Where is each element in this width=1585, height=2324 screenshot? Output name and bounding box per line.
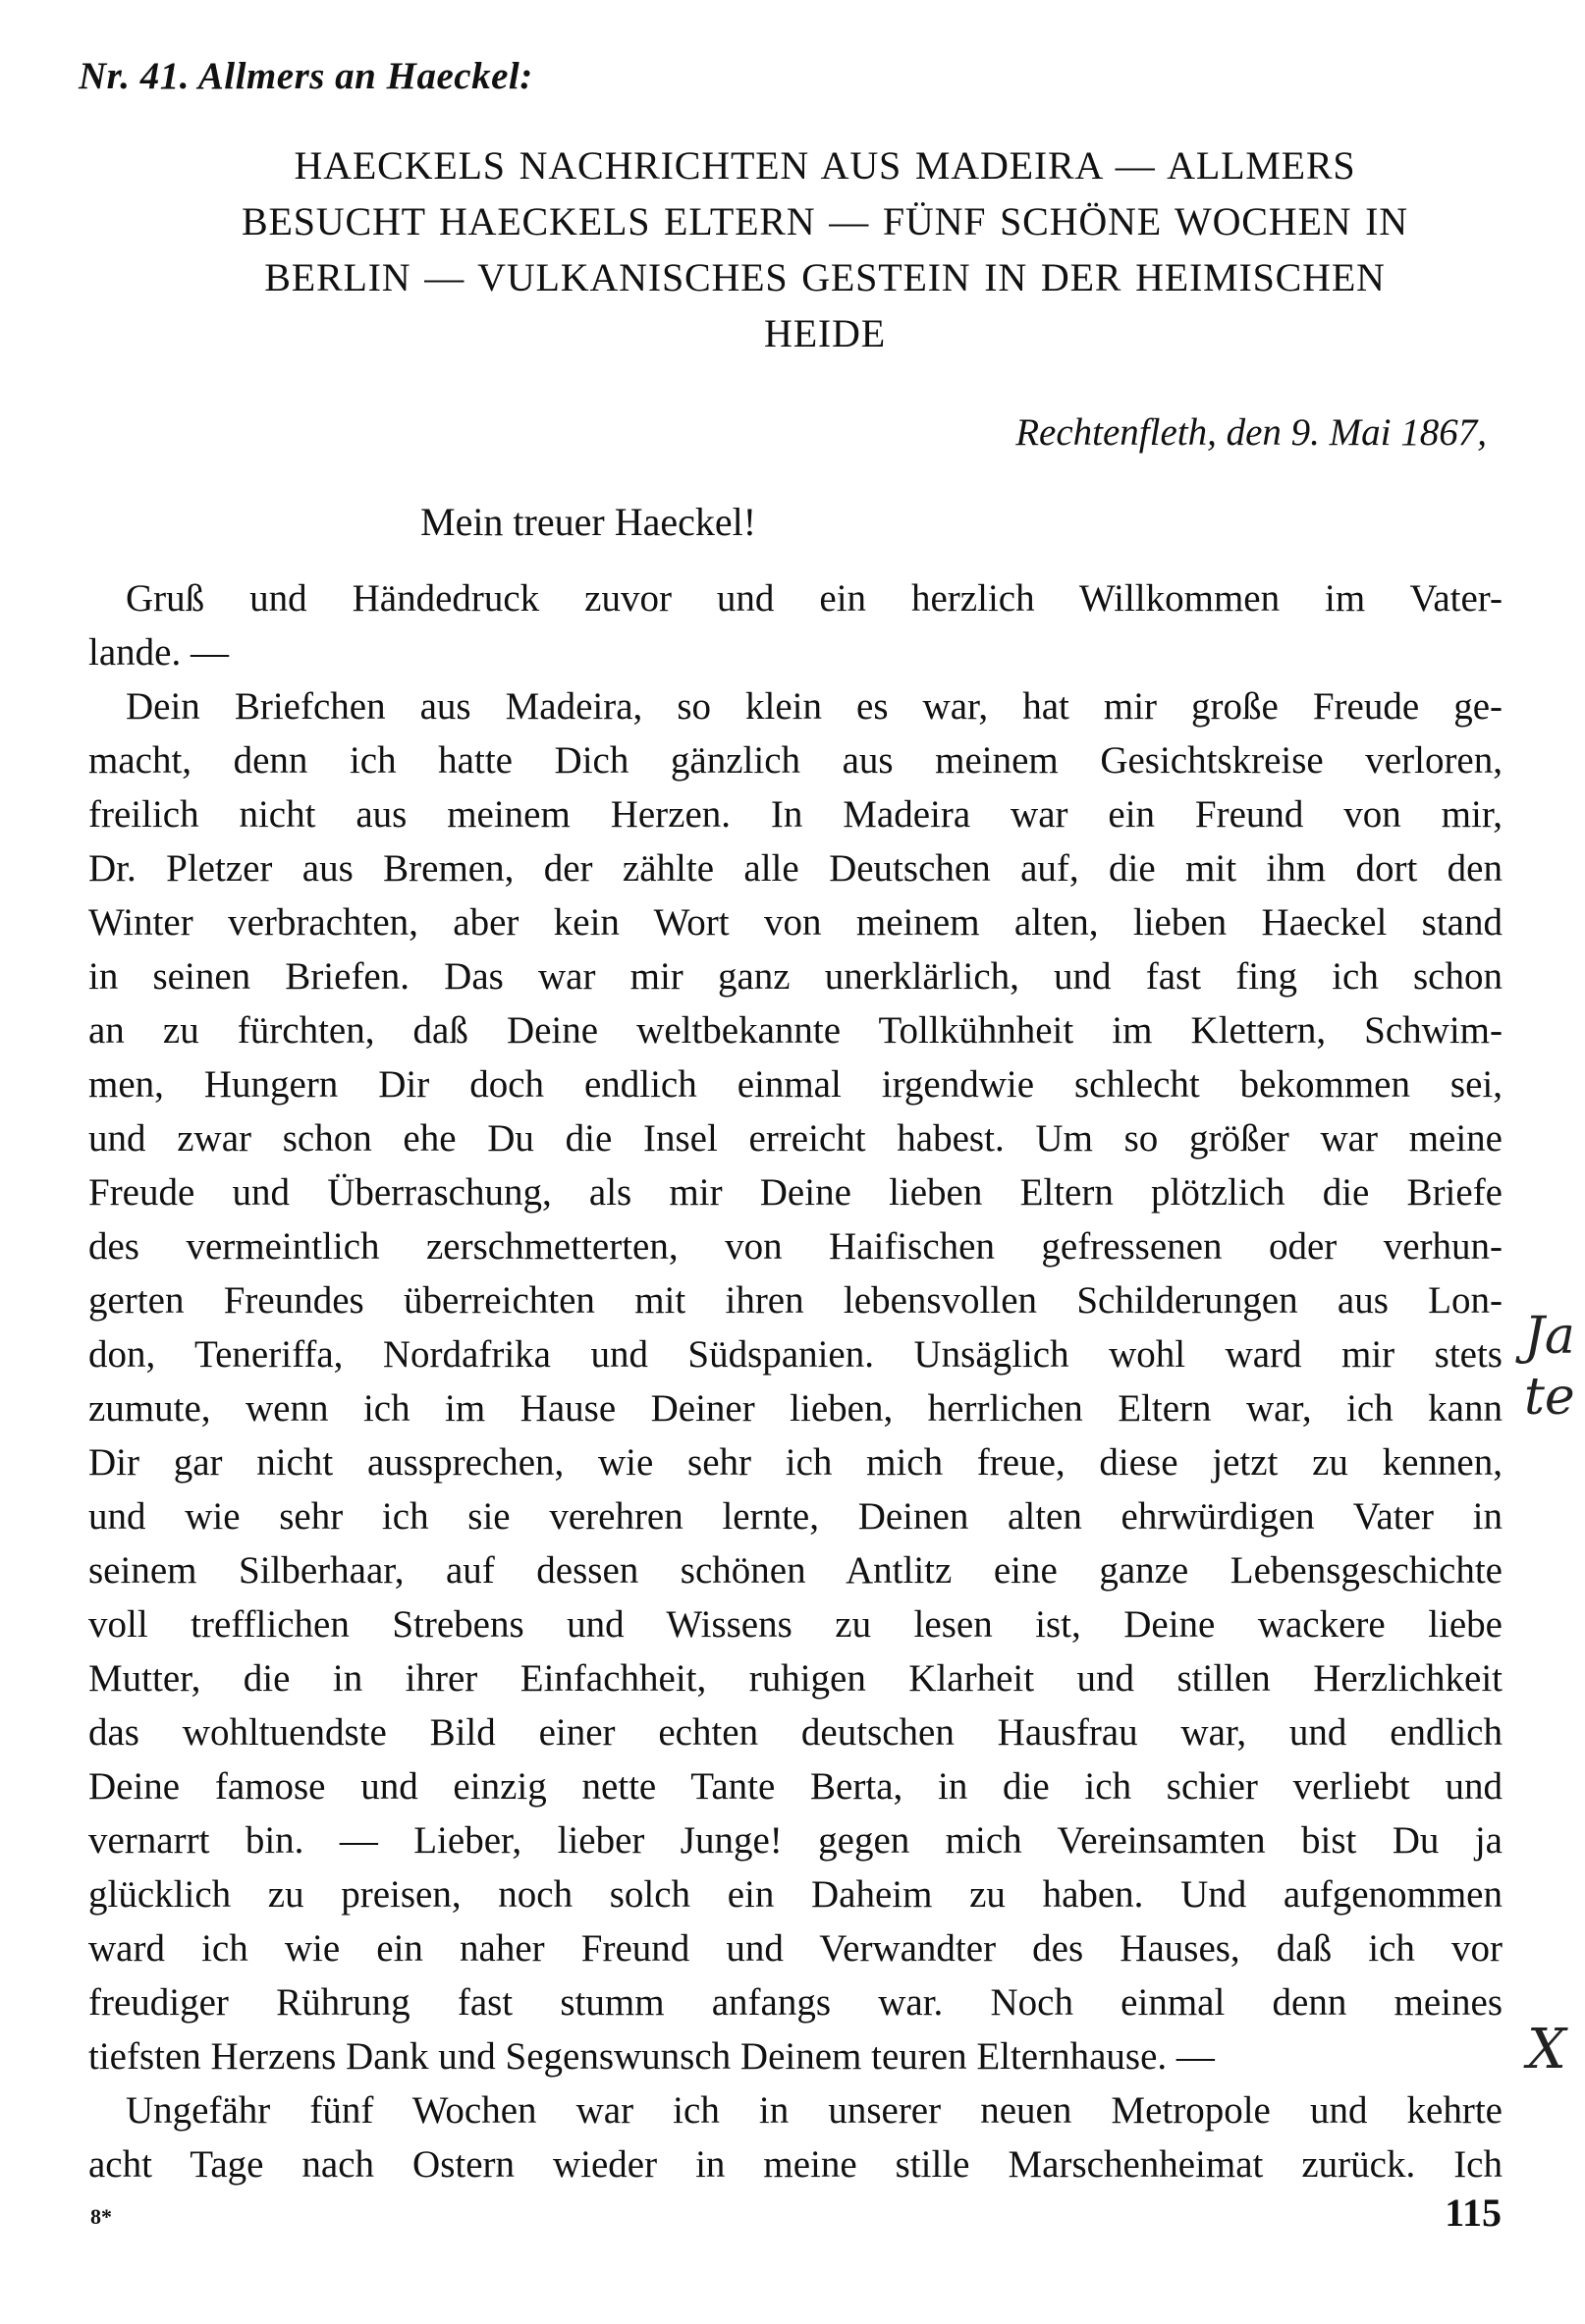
body-line: Dir gar nicht aussprechen, wie sehr ich mich freue, diese jetzt zu kennen, <box>88 1441 1503 1484</box>
body-line: Mutter, die in ihrer Einfachheit, ruhigen Klarheit und stillen Herzlichkeit <box>88 1657 1503 1700</box>
body-line: vernarrt bin. — Lieber, lieber Junge! gegen mich Vereinsamten bist Du ja <box>88 1819 1503 1862</box>
chapter-title-line: HAECKELS NACHRICHTEN AUS MADEIRA — ALLMERS <box>294 143 1356 188</box>
chapter-title-line: BERLIN — VULKANISCHES GESTEIN IN DER HEIMISCHEN <box>264 255 1386 299</box>
body-line: an zu fürchten, daß Deine weltbekannte Tollkühnheit im Klettern, Schwim- <box>88 1009 1503 1052</box>
body-line: des vermeintlich zerschmetterten, von Haifischen gefressenen oder verhun- <box>88 1225 1503 1268</box>
handwritten-margin-mark: X <box>1527 2018 1566 2081</box>
body-line: gerten Freundes überreichten mit ihren lebensvollen Schilderungen aus Lon- <box>88 1279 1503 1322</box>
body-line: Ungefähr fünf Wochen war ich in unserer neuen Metropole und kehrte <box>126 2089 1503 2132</box>
body-line: tiefsten Herzens Dank und Segenswunsch Deinem teuren Elternhause. — <box>88 2035 1215 2078</box>
chapter-title-line: BESUCHT HAECKELS ELTERN — FÜNF SCHÖNE WOCHEN IN <box>242 199 1408 243</box>
body-line: freudiger Rührung fast stumm anfangs war. Noch einmal denn meines <box>88 1981 1503 2024</box>
handwritten-margin-note: Ja te <box>1524 1307 1575 1427</box>
body-line: lande. — <box>88 631 229 674</box>
body-line: das wohltuendste Bild einer echten deutschen Hausfrau war, und endlich <box>88 1711 1503 1754</box>
body-line: Dein Briefchen aus Madeira, so klein es war, hat mir große Freude ge- <box>126 685 1503 728</box>
body-line: voll trefflichen Strebens und Wissens zu lesen ist, Deine wackere liebe <box>88 1603 1503 1646</box>
body-line: Dr. Pletzer aus Bremen, der zählte alle Deutschen auf, die mit ihm dort den <box>88 847 1503 890</box>
letter-body <box>88 571 1503 2191</box>
body-line: ward ich wie ein naher Freund und Verwandter des Hauses, daß ich vor <box>88 1927 1503 1970</box>
body-line: in seinen Briefen. Das war mir ganz unerklärlich, und fast fing ich schon <box>88 955 1503 998</box>
body-line: freilich nicht aus meinem Herzen. In Madeira war ein Freund von mir, <box>88 793 1503 836</box>
running-head: Nr. 41. Allmers an Haeckel: <box>79 55 533 97</box>
page-number: 115 <box>1445 2190 1502 2235</box>
body-line: men, Hungern Dir doch endlich einmal irgendwie schlecht bekommen sei, <box>88 1063 1503 1106</box>
body-line: don, Teneriffa, Nordafrika und Südspanien. Unsäglich wohl ward mir stets <box>88 1333 1503 1376</box>
body-line: glücklich zu preisen, noch solch ein Daheim zu haben. Und aufgenommen <box>88 1873 1503 1916</box>
body-line: Freude und Überraschung, als mir Deine lieben Eltern plötzlich die Briefe <box>88 1171 1503 1214</box>
body-line: Winter verbrachten, aber kein Wort von meinem alten, lieben Haeckel stand <box>88 901 1503 944</box>
body-line: seinem Silberhaar, auf dessen schönen Antlitz eine ganze Lebensgeschichte <box>88 1549 1503 1592</box>
letter-salutation: Mein treuer Haeckel! <box>420 500 757 544</box>
body-line: Deine famose und einzig nette Tante Berta, in die ich schier verliebt und <box>88 1765 1503 1808</box>
body-line: Gruß und Händedruck zuvor und ein herzlich Willkommen im Vater- <box>126 577 1503 620</box>
body-line: und zwar schon ehe Du die Insel erreicht habest. Um so größer war meine <box>88 1117 1503 1160</box>
chapter-title-line: HEIDE <box>764 311 886 355</box>
body-line: und wie sehr ich sie verehren lernte, Deinen alten ehrwürdigen Vater in <box>88 1495 1503 1538</box>
signature-mark: 8* <box>90 2204 112 2229</box>
letter-dateline: Rechtenfleth, den 9. Mai 1867, <box>1015 411 1487 454</box>
chapter-title <box>167 137 1483 361</box>
body-line: zumute, wenn ich im Hause Deiner lieben, herrlichen Eltern war, ich kann <box>88 1387 1503 1430</box>
body-line: macht, denn ich hatte Dich gänzlich aus meinem Gesichtskreise verloren, <box>88 739 1503 782</box>
body-line: acht Tage nach Ostern wieder in meine stille Marschenheimat zurück. Ich <box>88 2143 1503 2186</box>
